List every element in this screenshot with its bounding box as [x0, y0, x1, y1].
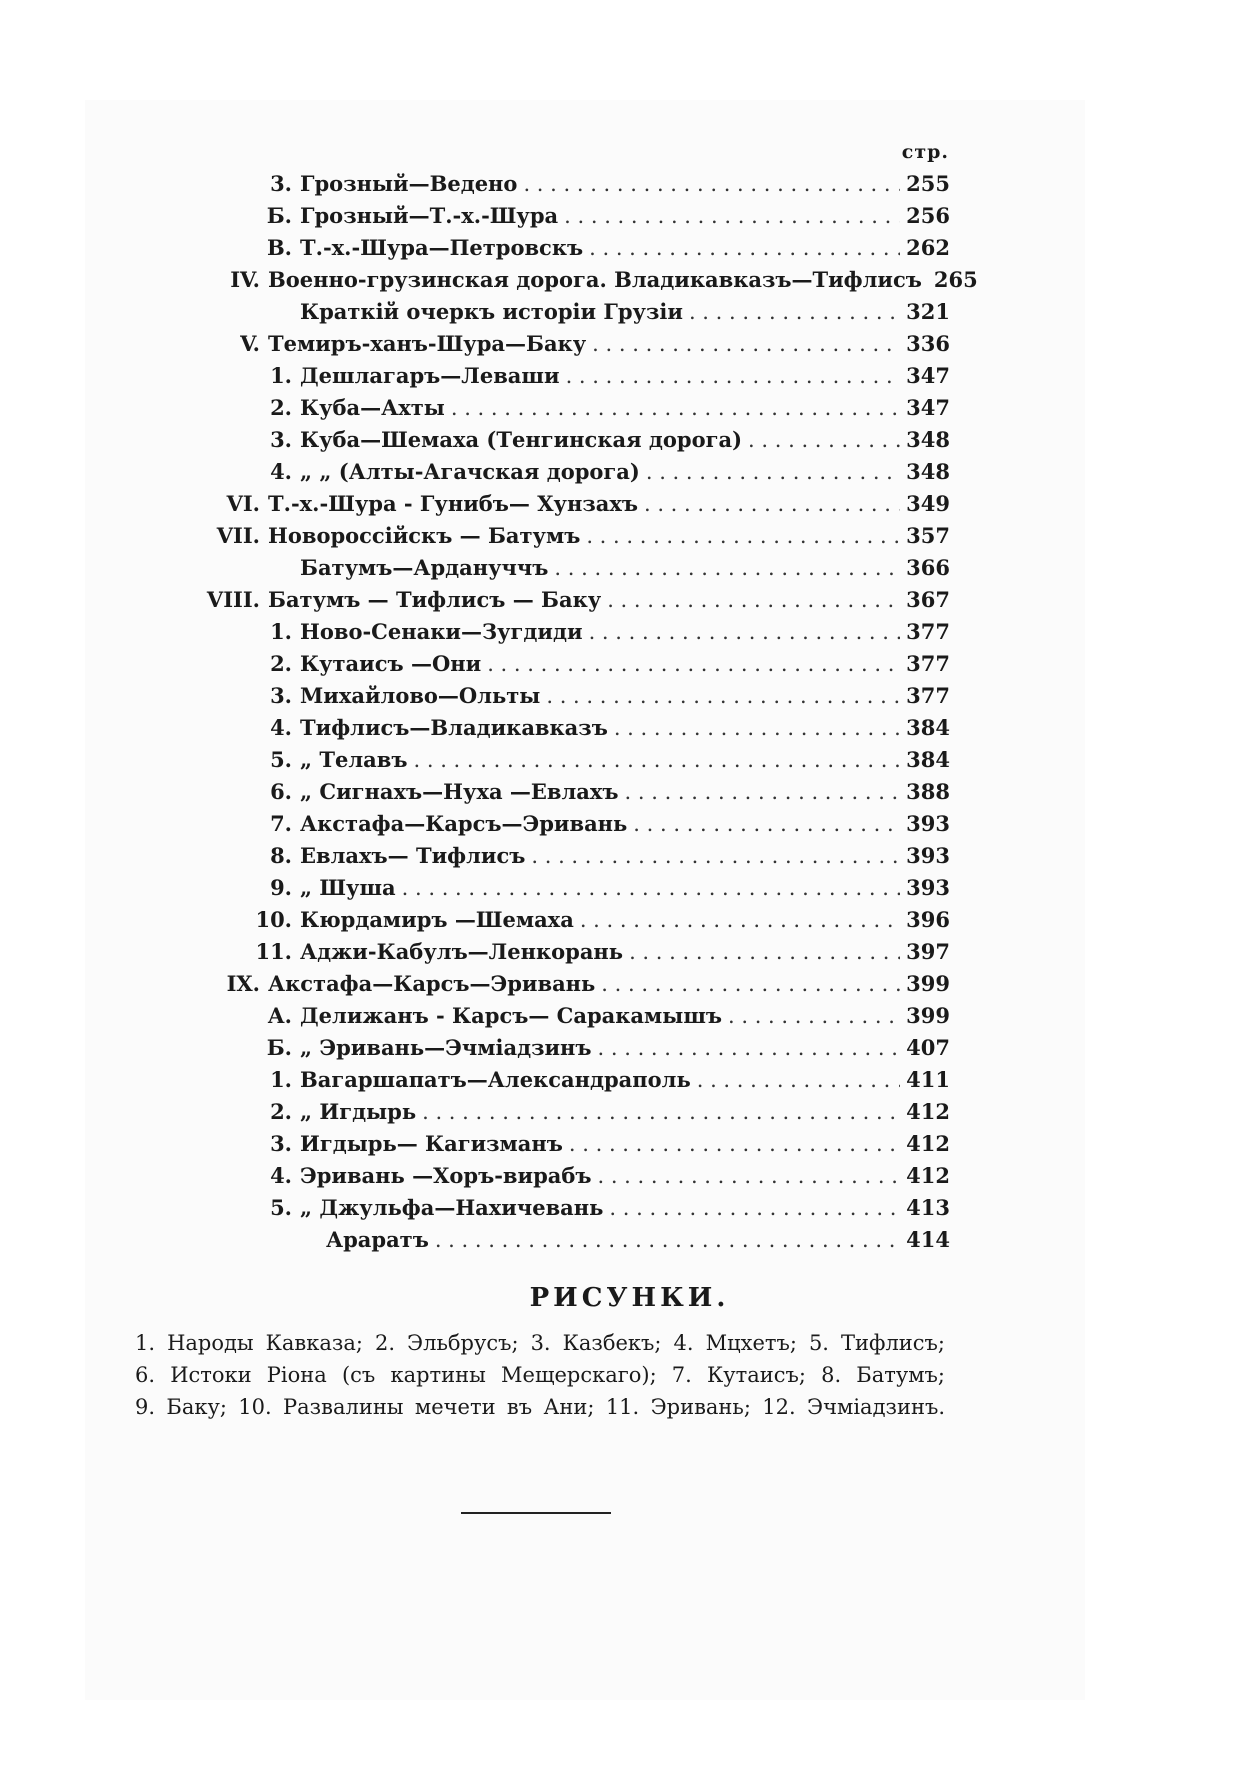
toc-entry-page: 367 — [906, 587, 950, 612]
toc-entry[interactable] — [300, 1000, 950, 1032]
toc-entry-title: Грозный—Т.-х.-Шура — [300, 203, 559, 228]
toc-entry-title: Темиръ-ханъ-Шура—Баку — [268, 331, 587, 356]
figures-line: 6. Истоки Ріона (съ картины Мещерскаго); 7. Кутаисъ; 8. Батумъ; — [135, 1363, 945, 1387]
toc-entry-number: 6. — [270, 779, 292, 804]
toc-entry-page: 412 — [906, 1099, 950, 1124]
dot-leader — [451, 392, 900, 424]
toc-entry-title: Евлахъ— Тифлисъ — [300, 843, 526, 868]
dot-leader — [607, 584, 900, 616]
toc-entry-page: 399 — [906, 971, 950, 996]
toc-entry-page: 347 — [906, 395, 950, 420]
toc-entry[interactable] — [300, 456, 950, 488]
toc-entry-number: Б. — [266, 203, 292, 228]
toc-entry[interactable] — [300, 840, 950, 872]
toc-entry-number: 3. — [270, 427, 292, 452]
toc-entry[interactable] — [300, 1032, 950, 1064]
toc-entry-number: 1. — [270, 1067, 292, 1092]
dot-leader — [435, 1224, 900, 1256]
toc-entry[interactable] — [300, 712, 950, 744]
toc-entry-title: Вагаршапатъ—Александраполь — [300, 1067, 691, 1092]
toc-entry-page: 265 — [933, 267, 978, 292]
toc-entry-title: Аджи-Кабулъ—Ленкорань — [300, 939, 624, 964]
dot-leader — [580, 904, 900, 936]
toc-entry-page: 412 — [906, 1163, 950, 1188]
toc-entry[interactable] — [268, 328, 950, 360]
toc-entry[interactable] — [300, 1064, 950, 1096]
toc-entry-title: Акстафа—Карсъ—Эривань — [300, 811, 628, 836]
toc-entry-number: Б. — [266, 1035, 292, 1060]
dot-leader — [589, 616, 901, 648]
toc-entry-title: Тифлисъ—Владикавказъ — [300, 715, 608, 740]
dot-leader — [523, 168, 900, 200]
dot-leader — [625, 776, 901, 808]
dot-leader — [566, 360, 901, 392]
toc-entry-number: А. — [267, 1003, 292, 1028]
toc-entry-number: IX. — [226, 971, 260, 996]
figures-list — [135, 1327, 945, 1423]
toc-entry-page: 256 — [906, 203, 950, 228]
toc-entry-number: 11. — [255, 939, 292, 964]
toc-entry[interactable] — [300, 424, 950, 456]
toc-entry-page: 397 — [906, 939, 950, 964]
toc-entry-number: V. — [240, 331, 260, 356]
toc-entry-title: „ Игдырь — [300, 1099, 417, 1124]
toc-entry-page: 377 — [906, 619, 950, 644]
dot-leader — [644, 488, 900, 520]
toc-entry-title: „ „ (Алты-Агачская дорога) — [300, 459, 640, 484]
toc-entry[interactable] — [300, 1128, 950, 1160]
toc-entry-title: Михайлово—Ольты — [300, 683, 541, 708]
dot-leader — [487, 648, 900, 680]
toc-entry[interactable] — [326, 1224, 950, 1256]
toc-entry[interactable] — [300, 744, 950, 776]
toc-entry-number: VI. — [226, 491, 260, 516]
toc-entry-page: 336 — [906, 331, 950, 356]
dot-leader — [728, 1000, 900, 1032]
dot-leader — [633, 808, 900, 840]
toc-entry[interactable] — [300, 232, 950, 264]
toc-entry[interactable] — [300, 936, 950, 968]
toc-entry-number: 8. — [270, 843, 292, 868]
toc-entry[interactable] — [300, 296, 950, 328]
toc-entry-title: „ Шуша — [300, 875, 396, 900]
toc-entry-title: Батумъ—Ардануччъ — [300, 555, 549, 580]
toc-entry[interactable] — [300, 872, 950, 904]
toc-entry[interactable] — [300, 648, 950, 680]
dot-leader — [569, 1128, 900, 1160]
toc-entry[interactable] — [268, 264, 978, 296]
figures-line: 9. Баку; 10. Развалины мечети въ Ани; 11. Эривань; 12. Эчміадзинъ. — [135, 1395, 945, 1419]
dot-leader — [564, 200, 900, 232]
toc-entry-title: Новороссійскъ — Батумъ — [268, 523, 581, 548]
toc-entry-page: 384 — [906, 747, 950, 772]
toc-entry-number: 3. — [270, 171, 292, 196]
toc-entry-title: Делижанъ - Карсъ— Саракамышъ — [300, 1003, 722, 1028]
dot-leader — [748, 424, 900, 456]
toc-entry-title: Краткій очеркъ исторіи Грузіи — [300, 299, 683, 324]
toc-entry-number: 4. — [270, 715, 292, 740]
toc-entry-page: 347 — [906, 363, 950, 388]
toc-entry-title: Эривань —Хоръ-вирабъ — [300, 1163, 592, 1188]
toc-entry-page: 255 — [906, 171, 950, 196]
dot-leader — [592, 328, 900, 360]
toc-entry-number: 10. — [255, 907, 292, 932]
toc-entry-number: 4. — [270, 1163, 292, 1188]
toc-entry-number: 3. — [270, 1131, 292, 1156]
toc-entry-title: „ Джульфа—Нахичевань — [300, 1195, 604, 1220]
toc-entry-page: 366 — [906, 555, 950, 580]
toc-entry[interactable] — [300, 904, 950, 936]
dot-leader — [589, 232, 900, 264]
toc-entry-title: Ново-Сенаки—Зугдиди — [300, 619, 583, 644]
toc-entry-title: Игдырь— Кагизманъ — [300, 1131, 563, 1156]
toc-entry-title: Куба—Шемаха (Тенгинская дорога) — [300, 427, 743, 452]
toc-entry-number: 2. — [270, 651, 292, 676]
toc-entry-title: „ Эривань—Эчміадзинъ — [300, 1035, 592, 1060]
toc-entry-number: 7. — [270, 811, 292, 836]
toc-entry-page: 384 — [906, 715, 950, 740]
toc-entry-page: 396 — [906, 907, 950, 932]
toc-entry[interactable] — [300, 360, 950, 392]
dot-leader — [646, 456, 900, 488]
toc-entry-number: IV. — [230, 267, 260, 292]
toc-entry-number: 5. — [270, 747, 292, 772]
dot-leader — [614, 712, 900, 744]
toc-entry-page: 388 — [906, 779, 950, 804]
dot-leader — [609, 1192, 900, 1224]
toc-entry-number: 2. — [270, 395, 292, 420]
page-column-label: стр. — [901, 141, 949, 163]
toc-entry[interactable] — [300, 808, 950, 840]
toc-entry[interactable] — [300, 1160, 950, 1192]
toc-entry-page: 348 — [906, 459, 950, 484]
dot-leader — [546, 680, 900, 712]
toc-entry-page: 393 — [906, 875, 950, 900]
toc-entry[interactable] — [300, 616, 950, 648]
toc-entry-title: Араратъ — [326, 1227, 429, 1252]
toc-entry-page: 348 — [906, 427, 950, 452]
toc-entry[interactable] — [268, 488, 950, 520]
toc-entry-page: 413 — [906, 1195, 950, 1220]
toc-entry-number: 2. — [270, 1099, 292, 1124]
dot-leader — [554, 552, 900, 584]
dot-leader — [402, 872, 901, 904]
toc-entry[interactable] — [300, 168, 950, 200]
toc-entry-title: Грозный—Ведено — [300, 171, 518, 196]
toc-entry[interactable] — [268, 968, 950, 1000]
toc-entry-number: 1. — [270, 619, 292, 644]
toc-entry-title: „ Телавъ — [300, 747, 408, 772]
toc-entry-title: Т.-х.-Шура - Гунибъ— Хунзахъ — [268, 491, 638, 516]
toc-entry-page: 393 — [906, 811, 950, 836]
figures-heading: РИСУНКИ. — [529, 1283, 730, 1313]
toc-entry-number: 1. — [270, 363, 292, 388]
toc-entry-page: 399 — [906, 1003, 950, 1028]
toc-entry-number: В. — [266, 235, 292, 260]
toc-entry-title: Батумъ — Тифлисъ — Баку — [268, 587, 602, 612]
dot-leader — [697, 1064, 900, 1096]
toc-entry-title: Военно-грузинская дорога. Владикавказъ—Тифлисъ — [268, 267, 922, 292]
toc-entry[interactable] — [268, 520, 950, 552]
toc-entry-page: 349 — [906, 491, 950, 516]
toc-entry-title: Куба—Ахты — [300, 395, 445, 420]
toc-entry[interactable] — [300, 200, 950, 232]
toc-entry-number: VIII. — [206, 587, 260, 612]
dot-leader — [414, 744, 901, 776]
dot-leader — [689, 296, 900, 328]
dot-leader — [601, 968, 900, 1000]
toc-entry-page: 407 — [906, 1035, 950, 1060]
toc-entry-page: 377 — [906, 683, 950, 708]
toc-entry-number: VII. — [216, 523, 260, 548]
toc-entry[interactable] — [300, 776, 950, 808]
toc-entry[interactable] — [300, 552, 950, 584]
dot-leader — [422, 1096, 900, 1128]
dot-leader — [586, 520, 900, 552]
dot-leader — [629, 936, 900, 968]
dot-leader — [598, 1032, 901, 1064]
toc-entry-title: Акстафа—Карсъ—Эривань — [268, 971, 596, 996]
toc-entry[interactable] — [268, 584, 950, 616]
toc-entry-page: 414 — [906, 1227, 950, 1252]
toc-entry-title: Кюрдамиръ —Шемаха — [300, 907, 574, 932]
toc-entry[interactable] — [300, 392, 950, 424]
toc-entry[interactable] — [300, 680, 950, 712]
toc-entry[interactable] — [300, 1096, 950, 1128]
toc-entry-number: 4. — [270, 459, 292, 484]
figures-line: 1. Народы Кавказа; 2. Эльбрусъ; 3. Казбекъ; 4. Мцхетъ; 5. Тифлисъ; — [135, 1331, 945, 1355]
toc-entry-title: Т.-х.-Шура—Петровскъ — [300, 235, 584, 260]
toc-entry-page: 412 — [906, 1131, 950, 1156]
toc-entry-number: 3. — [270, 683, 292, 708]
toc-entry-page: 357 — [906, 523, 950, 548]
toc-entry-page: 377 — [906, 651, 950, 676]
toc-entry-title: „ Сигнахъ—Нуха —Евлахъ — [300, 779, 619, 804]
toc-entry-number: 9. — [270, 875, 292, 900]
toc-entry-page: 411 — [906, 1067, 950, 1092]
toc-entry-number: 5. — [270, 1195, 292, 1220]
toc-entry-title: Дешлагаръ—Леваши — [300, 363, 560, 388]
toc-entry-page: 321 — [906, 299, 950, 324]
toc-entry-page: 393 — [906, 843, 950, 868]
toc-entry-page: 262 — [906, 235, 950, 260]
toc-entry[interactable] — [300, 1192, 950, 1224]
dot-leader — [597, 1160, 900, 1192]
divider — [461, 1512, 611, 1514]
toc-entry-title: Кутаисъ —Они — [300, 651, 482, 676]
dot-leader — [531, 840, 900, 872]
